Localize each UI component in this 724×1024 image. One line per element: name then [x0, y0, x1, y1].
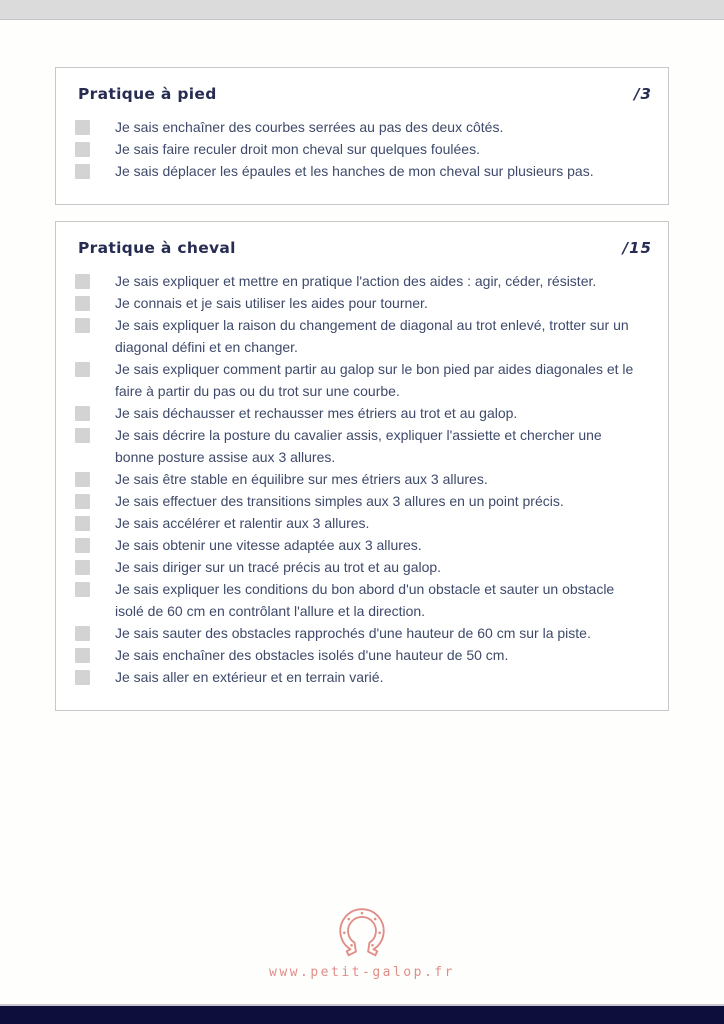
section-score: /15 — [622, 239, 652, 257]
checklist-item-label: Je sais obtenir une vitesse adaptée aux 3 allures. — [115, 537, 422, 553]
checklist-item-label: Je sais effectuer des transitions simples aux 3 allures en un point précis. — [115, 493, 564, 509]
checkbox[interactable] — [75, 164, 90, 179]
checkbox[interactable] — [75, 670, 90, 685]
checklist-item — [75, 314, 640, 358]
checklist-item — [75, 270, 640, 292]
checkbox[interactable] — [75, 362, 90, 377]
checkbox[interactable] — [75, 626, 90, 641]
top-strip — [0, 0, 724, 20]
checklist-item — [75, 622, 640, 644]
section-pratique-a-cheval — [55, 221, 669, 711]
site-url: www.petit-galop.fr — [269, 965, 455, 980]
checklist-item — [75, 424, 640, 468]
checklist-item — [75, 138, 640, 160]
checklist-item — [75, 556, 640, 578]
checklist-item-label: Je sais être stable en équilibre sur mes étriers aux 3 allures. — [115, 471, 488, 487]
checkbox[interactable] — [75, 516, 90, 531]
section-pratique-a-pied — [55, 67, 669, 205]
section-title: Pratique à cheval — [78, 239, 236, 257]
checklist — [75, 116, 640, 182]
horseshoe-icon — [331, 905, 393, 961]
checklist-item-label: Je sais accélérer et ralentir aux 3 allures. — [115, 515, 370, 531]
checklist-item-label: Je connais et je sais utiliser les aides pour tourner. — [115, 295, 428, 311]
checklist-item — [75, 578, 640, 622]
checkbox[interactable] — [75, 472, 90, 487]
checkbox[interactable] — [75, 274, 90, 289]
checkbox[interactable] — [75, 428, 90, 443]
checkbox[interactable] — [75, 318, 90, 333]
checklist-item — [75, 512, 640, 534]
checkbox[interactable] — [75, 296, 90, 311]
checkbox[interactable] — [75, 648, 90, 663]
checklist-item-label: Je sais expliquer comment partir au galop sur le bon pied par aides diagonales et le faire à partir du pas ou du trot sur une courbe. — [115, 361, 634, 399]
checklist-item — [75, 490, 640, 512]
checkbox[interactable] — [75, 406, 90, 421]
checklist-item-label: Je sais faire reculer droit mon cheval sur quelques foulées. — [115, 141, 480, 157]
checklist-item — [75, 292, 640, 314]
page-footer — [0, 905, 724, 1004]
checklist-item-label: Je sais enchaîner des obstacles isolés d'une hauteur de 50 cm. — [115, 647, 509, 663]
checklist-item-label: Je sais déplacer les épaules et les hanches de mon cheval sur plusieurs pas. — [115, 163, 594, 179]
checklist-item-label: Je sais aller en extérieur et en terrain varié. — [115, 669, 384, 685]
checklist-item — [75, 358, 640, 402]
checklist-item — [75, 666, 640, 688]
checklist-item — [75, 534, 640, 556]
checklist-content — [0, 20, 724, 711]
section-header — [75, 85, 652, 103]
checklist-item — [75, 116, 640, 138]
checklist-item-label: Je sais expliquer et mettre en pratique l'action des aides : agir, céder, résister. — [115, 273, 597, 289]
checklist-item-label: Je sais sauter des obstacles rapprochés d'une hauteur de 60 cm sur la piste. — [115, 625, 591, 641]
section-header — [75, 239, 652, 257]
checklist-item-label: Je sais déchausser et rechausser mes étriers au trot et au galop. — [115, 405, 518, 421]
section-score: /3 — [634, 85, 652, 103]
checklist-item — [75, 160, 640, 182]
checklist-item-label: Je sais expliquer la raison du changement de diagonal au trot enlevé, trotter sur un diagonal défini et en changer. — [115, 317, 629, 355]
checklist-item — [75, 644, 640, 666]
checklist-item-label: Je sais diriger sur un tracé précis au trot et au galop. — [115, 559, 442, 575]
checkbox[interactable] — [75, 538, 90, 553]
checklist-item-label: Je sais expliquer les conditions du bon abord d'un obstacle et sauter un obstacle isolé de 60 cm en contrôlant l'allure et la direction. — [115, 581, 615, 619]
checklist-item-label: Je sais décrire la posture du cavalier assis, expliquer l'assiette et chercher une bonne posture assise aux 3 allures. — [115, 427, 602, 465]
checkbox[interactable] — [75, 582, 90, 597]
checklist — [75, 270, 640, 688]
checkbox[interactable] — [75, 494, 90, 509]
checkbox[interactable] — [75, 560, 90, 575]
bottom-bar — [0, 1004, 724, 1024]
section-title: Pratique à pied — [78, 85, 217, 103]
checkbox[interactable] — [75, 120, 90, 135]
checklist-item-label: Je sais enchaîner des courbes serrées au pas des deux côtés. — [115, 119, 504, 135]
checklist-item — [75, 468, 640, 490]
checklist-item — [75, 402, 640, 424]
checkbox[interactable] — [75, 142, 90, 157]
